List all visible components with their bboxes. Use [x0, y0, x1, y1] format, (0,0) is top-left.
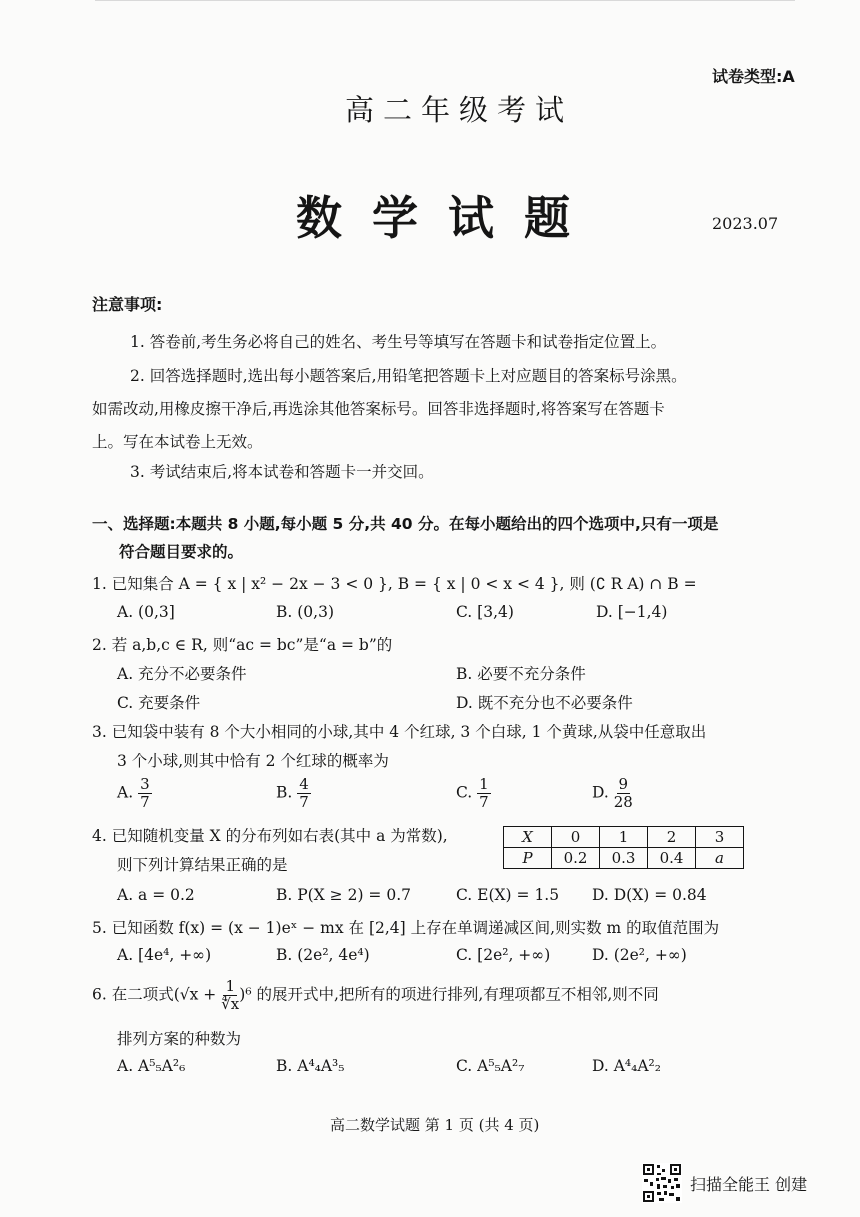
q4-option-d: D. D(X) = 0.84	[592, 886, 707, 904]
paper-type-label: 试卷类型:A	[712, 67, 795, 86]
q4-stem-line1: 4. 已知随机变量 X 的分布列如右表(其中 a 为常数),	[92, 827, 448, 845]
fraction	[477, 776, 491, 811]
fraction	[297, 776, 311, 811]
option-letter: A.	[117, 783, 134, 802]
notice-line-5: 3. 考试结束后,将本试卷和答题卡一并交回。	[130, 463, 434, 481]
q5-stem: 5. 已知函数 f(x) = (x − 1)eˣ − mx 在 [2,4] 上存在单调递减区间,则实数 m 的取值范围为	[92, 919, 720, 937]
table-row	[504, 848, 744, 869]
q3-option-b	[276, 776, 311, 811]
option-letter: B.	[276, 783, 293, 802]
q4-option-a: A. a = 0.2	[117, 886, 195, 904]
table-cell: 0.3	[600, 848, 648, 869]
notice-line-3: 如需改动,用橡皮擦干净后,再选涂其他答案标号。回答非选择题时,将答案写在答题卡	[92, 400, 665, 418]
table-cell: a	[696, 848, 744, 869]
q5-option-c: C. [2e², +∞)	[456, 946, 551, 964]
distribution-table	[503, 826, 744, 869]
scan-edge-line	[95, 0, 795, 1]
table-row	[504, 827, 744, 848]
q1-option-d: D. [−1,4)	[596, 603, 668, 621]
q6-fraction	[221, 978, 239, 1013]
q6-stem-line2: 排列方案的种数为	[117, 1030, 242, 1048]
q5-option-d: D. (2e², +∞)	[592, 946, 687, 964]
subject-title: 数学试题	[296, 191, 600, 245]
notice-line-2: 2. 回答选择题时,选出每小题答案后,用铅笔把答题卡上对应题目的答案标号涂黑。	[130, 367, 687, 385]
table-cell: 3	[696, 827, 744, 848]
q6-option-d: D. A⁴₄A²₂	[592, 1057, 661, 1075]
fraction-numerator: 9	[618, 775, 629, 793]
option-letter: D.	[592, 783, 609, 802]
fraction-denominator: 7	[140, 793, 150, 811]
q4-stem-line2: 则下列计算结果正确的是	[117, 856, 288, 874]
fraction-denominator: 7	[299, 793, 309, 811]
table-cell: 1	[600, 827, 648, 848]
q6-stem-prefix: 6. 在二项式(	[92, 985, 180, 1004]
table-cell: 0	[552, 827, 600, 848]
option-letter: C.	[456, 783, 473, 802]
q2-option-b: B. 必要不充分条件	[456, 665, 586, 683]
q4-option-c: C. E(X) = 1.5	[456, 886, 560, 904]
fraction-denominator: 28	[613, 793, 633, 811]
q2-stem: 2. 若 a,b,c ∈ R, 则“ac = bc”是“a = b”的	[92, 636, 393, 654]
exam-date: 2023.07	[712, 214, 779, 233]
q3-option-c	[456, 776, 491, 811]
q1-option-b: B. (0,3)	[276, 603, 334, 621]
q3-stem-line1: 3. 已知袋中装有 8 个大小相同的小球,其中 4 个红球, 3 个白球, 1 个黄球,从袋中任意取出	[92, 723, 707, 741]
table-cell: P	[504, 848, 552, 869]
fraction-numerator: 3	[140, 775, 150, 793]
q6-stem-line1	[92, 978, 659, 1013]
fraction-numerator: 1	[479, 775, 489, 793]
section-heading-line1: 一、选择题:本题共 8 小题,每小题 5 分,共 40 分。在每小题给出的四个选项中,只有一项是	[92, 515, 719, 533]
section-heading-line2: 符合题目要求的。	[119, 543, 244, 561]
scanner-watermark: 扫描全能王 创建	[690, 1175, 808, 1194]
table-cell: X	[504, 827, 552, 848]
q6-sqrt-term: √x +	[179, 985, 217, 1004]
q1-option-a: A. (0,3]	[117, 603, 175, 621]
q2-option-a: A. 充分不必要条件	[117, 665, 247, 683]
grade-title: 高二年级考试	[345, 93, 574, 127]
q3-option-a	[117, 776, 152, 811]
fraction	[614, 776, 633, 811]
fraction-denominator: ∜x	[221, 995, 240, 1013]
fraction	[138, 776, 152, 811]
table-cell: 0.4	[648, 848, 696, 869]
q6-stem-suffix: )⁶ 的展开式中,把所有的项进行排列,有理项都互不相邻,则不同	[239, 985, 659, 1004]
notice-line-4: 上。写在本试卷上无效。	[92, 433, 263, 451]
qr-code-icon	[642, 1163, 682, 1203]
q2-option-d: D. 既不充分也不必要条件	[456, 694, 633, 712]
notice-line-1: 1. 答卷前,考生务必将自己的姓名、考生号等填写在答题卡和试卷指定位置上。	[130, 333, 667, 351]
fraction-numerator: 1	[225, 977, 236, 995]
q2-option-c: C. 充要条件	[117, 694, 201, 712]
q1-stem: 1. 已知集合 A = { x | x² − 2x − 3 < 0 }, B = { x | 0 < x < 4 }, 则 (∁ R A) ∩ B =	[92, 575, 697, 593]
q1-option-c: C. [3,4)	[456, 603, 514, 621]
q6-option-c: C. A⁵₅A²₇	[456, 1057, 525, 1075]
page-footer: 高二数学试题 第 1 页 (共 4 页)	[330, 1116, 540, 1134]
fraction-denominator: 7	[479, 793, 489, 811]
notice-heading: 注意事项:	[92, 295, 163, 314]
q5-option-a: A. [4e⁴, +∞)	[117, 946, 212, 964]
fraction-numerator: 4	[299, 775, 309, 793]
q6-option-b: B. A⁴₄A³₅	[276, 1057, 345, 1075]
q3-option-d	[592, 776, 633, 811]
table-cell: 0.2	[552, 848, 600, 869]
q6-option-a: A. A⁵₅A²₆	[117, 1057, 186, 1075]
q3-stem-line2: 3 个小球,则其中恰有 2 个红球的概率为	[117, 752, 389, 770]
q4-option-b: B. P(X ≥ 2) = 0.7	[276, 886, 411, 904]
q5-option-b: B. (2e², 4e⁴)	[276, 946, 370, 964]
table-cell: 2	[648, 827, 696, 848]
